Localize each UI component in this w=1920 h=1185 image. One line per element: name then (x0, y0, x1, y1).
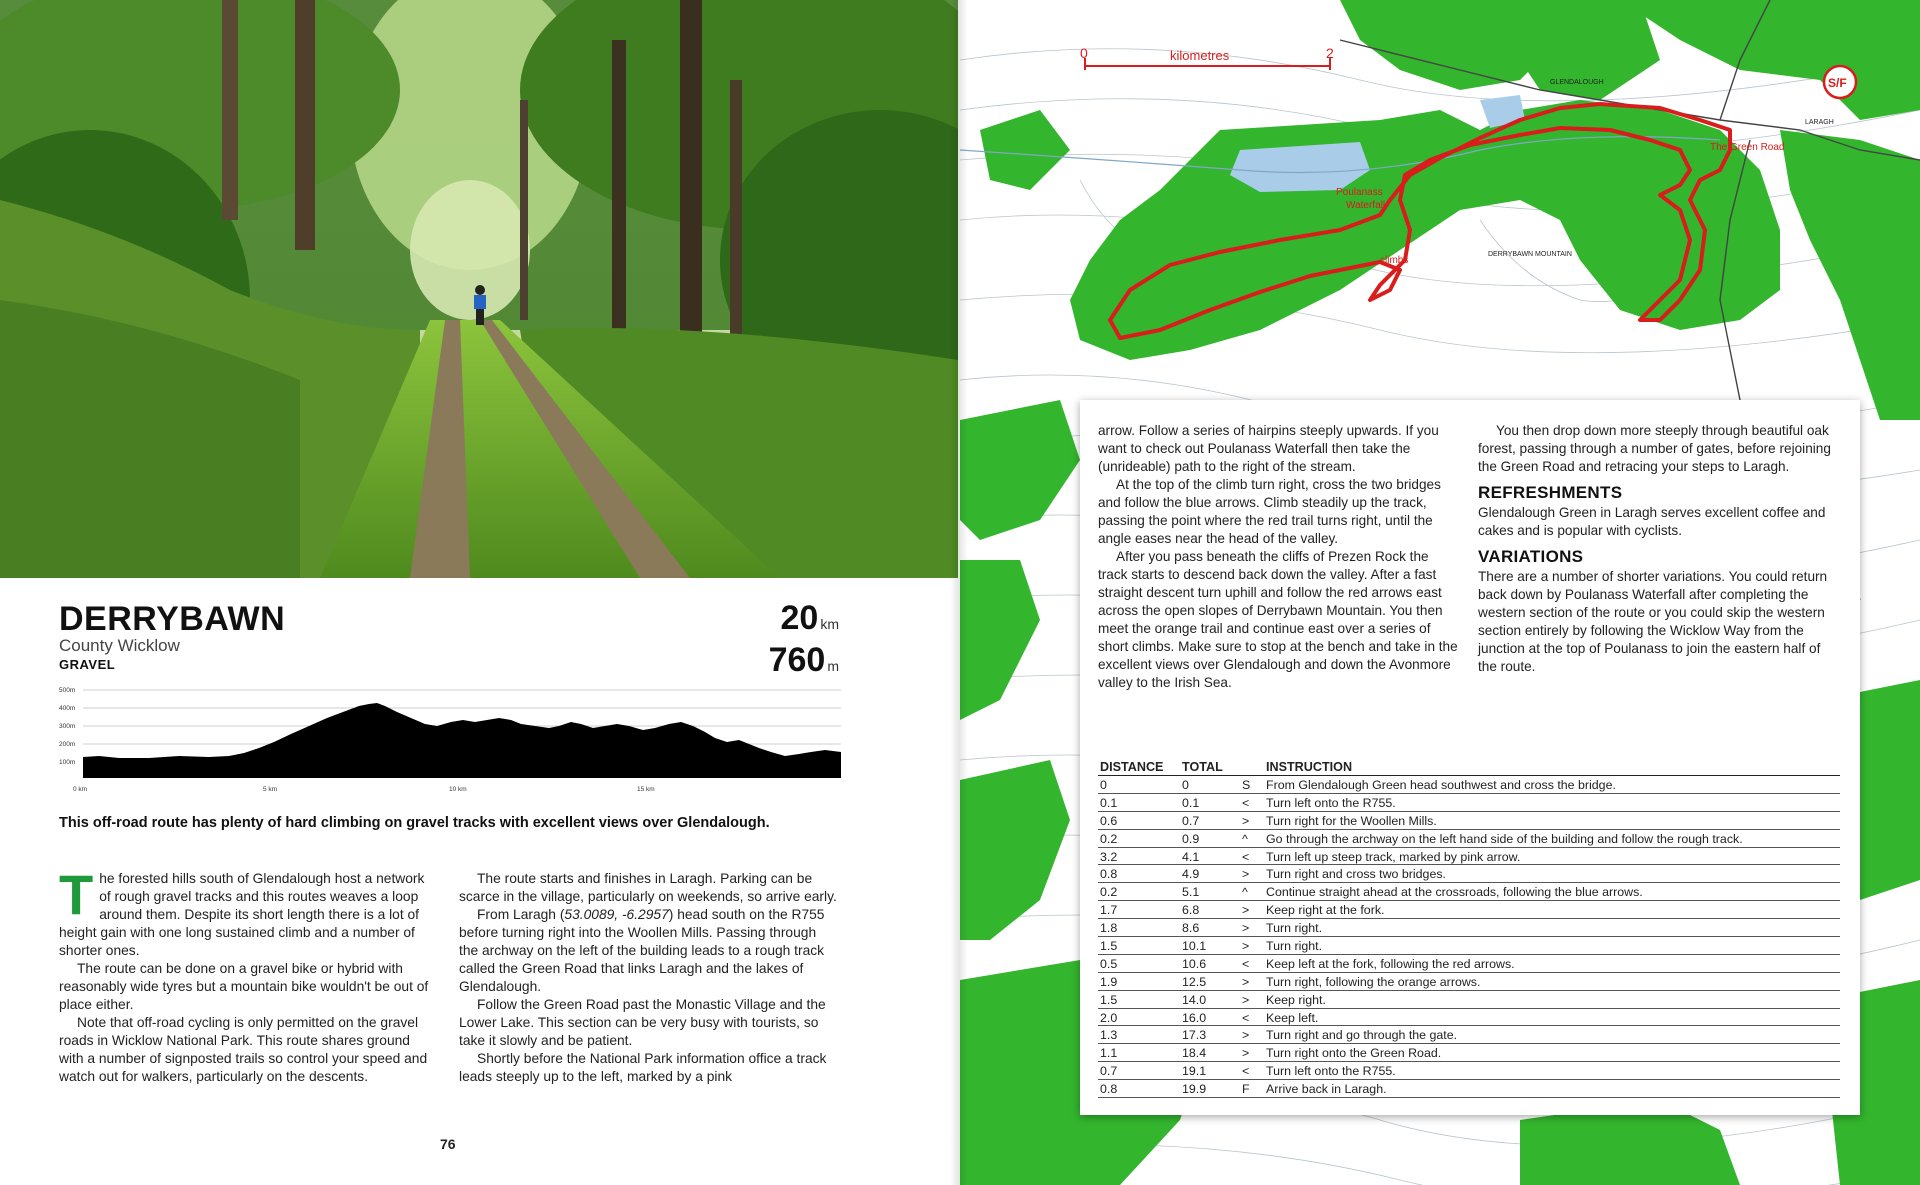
cell-direction: > (1240, 972, 1264, 990)
table-row (1098, 883, 1840, 901)
paragraph-text: ) head south on the R755 before turning right into the Woollen Mills. Passing through the archway on the left of the building leads to a rough track called the Green Road that links Laragh and the lakes of Glendalough. (459, 907, 825, 994)
distance-stat (769, 600, 839, 642)
paragraph: There are a number of shorter variations. You could return back down by Poulanass Waterfall after completing the western section of the route or you could skip the western section entirely by following the Wicklow Way from the junction at the top of Poulanass to join the eastern half of the route. (1478, 569, 1828, 674)
paragraph (459, 906, 837, 996)
cell-distance: 1.5 (1098, 990, 1180, 1008)
paragraph: arrow. Follow a series of hairpins steeply upwards. If you want to check out Poulanass Waterfall then take the (unrideable) path to the right of the stream. (1098, 423, 1439, 474)
forest-photo-illustration (0, 0, 958, 578)
cell-instruction: Keep left at the fork, following the red arrows. (1264, 954, 1840, 972)
cell-distance: 0.6 (1098, 811, 1180, 829)
cell-distance: 1.7 (1098, 901, 1180, 919)
cell-instruction: Turn right. (1264, 937, 1840, 955)
elevation-profile-graphic (59, 682, 841, 792)
table-row (1098, 847, 1840, 865)
table-row (1098, 1008, 1840, 1026)
cell-instruction: Turn right and cross two bridges. (1264, 865, 1840, 883)
cell-direction: F (1240, 1080, 1264, 1098)
column-header-instruction: INSTRUCTION (1264, 758, 1840, 776)
cell-total: 5.1 (1180, 883, 1240, 901)
cell-distance: 0.1 (1098, 793, 1180, 811)
table-row (1098, 1026, 1840, 1044)
table-row (1098, 1062, 1840, 1080)
x-tick-label: 10 km (449, 786, 467, 792)
cell-distance: 0.2 (1098, 829, 1180, 847)
table-row (1098, 937, 1840, 955)
column-header-distance: DISTANCE (1098, 758, 1180, 776)
cell-instruction: Keep right at the fork. (1264, 901, 1840, 919)
column-header-direction (1240, 758, 1264, 776)
cell-instruction: Turn left onto the R755. (1264, 793, 1840, 811)
cell-direction: < (1240, 1008, 1264, 1026)
cell-distance: 1.3 (1098, 1026, 1180, 1044)
cell-direction: < (1240, 793, 1264, 811)
cell-total: 10.6 (1180, 954, 1240, 972)
cell-distance: 0.5 (1098, 954, 1180, 972)
map-label-poulanass: Poulanass (1336, 187, 1383, 198)
table-row (1098, 811, 1840, 829)
cell-total: 19.9 (1180, 1080, 1240, 1098)
cell-direction: S (1240, 776, 1264, 794)
cell-instruction: Arrive back in Laragh. (1264, 1080, 1840, 1098)
cell-direction: > (1240, 990, 1264, 1008)
cell-direction: < (1240, 847, 1264, 865)
page-gutter (950, 0, 968, 1185)
paragraph: The route starts and finishes in Laragh. Parking can be scarce in the village, particularly on weekends, so arrive early. (459, 871, 837, 904)
cell-distance: 1.5 (1098, 937, 1180, 955)
cell-distance: 0.7 (1098, 1062, 1180, 1080)
cell-direction: ^ (1240, 829, 1264, 847)
cell-direction: > (1240, 811, 1264, 829)
body-column-1 (59, 863, 437, 1086)
y-tick-label: 400m (59, 705, 76, 712)
variations-heading: VARIATIONS (1478, 547, 1584, 566)
ascent-unit: m (827, 658, 839, 674)
paragraph-text: From Laragh ( (477, 907, 565, 922)
scale-end-label: 2 (1326, 45, 1334, 61)
table-row (1098, 990, 1840, 1008)
paragraph: You then drop down more steeply through beautiful oak forest, passing through a number of gates, before rejoining the Green Road and retracing your steps to Laragh. (1478, 423, 1831, 474)
elevation-silhouette (83, 703, 841, 778)
cell-total: 0.7 (1180, 811, 1240, 829)
start-finish-marker (1824, 66, 1856, 100)
cell-direction: > (1240, 919, 1264, 937)
cell-total: 0 (1180, 776, 1240, 794)
cell-direction: > (1240, 1044, 1264, 1062)
map-label-green-road: The Green Road (1710, 142, 1785, 153)
cell-distance: 1.9 (1098, 972, 1180, 990)
cell-direction: > (1240, 901, 1264, 919)
cell-total: 0.9 (1180, 829, 1240, 847)
county-label: County Wicklow (59, 636, 180, 655)
cell-direction: > (1240, 1026, 1264, 1044)
cell-distance: 0.8 (1098, 865, 1180, 883)
cell-distance: 2.0 (1098, 1008, 1180, 1026)
cell-instruction: From Glendalough Green head southwest and cross the bridge. (1264, 776, 1840, 794)
paragraph: Glendalough Green in Laragh serves excellent coffee and cakes and is popular with cyclists. (1478, 505, 1826, 538)
y-tick-label: 100m (59, 759, 76, 766)
ascent-stat (769, 642, 839, 684)
place-label-derrybawn-mountain: DERRYBAWN MOUNTAIN (1488, 251, 1572, 258)
card-column-1 (1098, 422, 1458, 692)
column-header-total: TOTAL (1180, 758, 1240, 776)
cell-total: 12.5 (1180, 972, 1240, 990)
cell-instruction: Turn right, following the orange arrows. (1264, 972, 1840, 990)
refreshments-heading: REFRESHMENTS (1478, 483, 1623, 502)
table-row (1098, 954, 1840, 972)
paragraph: At the top of the climb turn right, cross the two bridges and follow the blue arrows. Climb steadily up the track, passing the point where the red trail turns right, until the angle eases near the head of the valley. (1098, 477, 1441, 546)
map-label-waterfall: Waterfall (1346, 200, 1386, 211)
cell-instruction: Keep right. (1264, 990, 1840, 1008)
x-tick-label: 0 km (73, 786, 88, 792)
directions-table (1098, 758, 1840, 1098)
place-label-laragh: LARAGH (1805, 119, 1834, 126)
drop-cap: T (59, 863, 94, 926)
paragraph-text: he forested hills south of Glendalough host a network of rough gravel tracks and this routes weaves a loop around them. Despite its short length there is a lot of height gain with one long sustained climb and a number of shorter ones. (59, 871, 425, 958)
cell-instruction: Turn right for the Woollen Mills. (1264, 811, 1840, 829)
cell-direction: > (1240, 865, 1264, 883)
body-column-2 (459, 870, 837, 1086)
table-row (1098, 865, 1840, 883)
cell-instruction: Turn left up steep track, marked by pink arrow. (1264, 847, 1840, 865)
cell-total: 8.6 (1180, 919, 1240, 937)
cell-distance: 1.1 (1098, 1044, 1180, 1062)
cell-direction: ^ (1240, 883, 1264, 901)
cell-distance: 0.8 (1098, 1080, 1180, 1098)
table-row (1098, 1080, 1840, 1098)
cell-distance: 3.2 (1098, 847, 1180, 865)
cell-direction: > (1240, 937, 1264, 955)
cell-instruction: Go through the archway on the left hand side of the building and follow the rough track. (1264, 829, 1840, 847)
table-row (1098, 793, 1840, 811)
cell-total: 4.9 (1180, 865, 1240, 883)
surface-label: GRAVEL (59, 657, 116, 672)
scale-start-label: 0 (1080, 45, 1088, 61)
y-tick-label: 200m (59, 741, 76, 748)
cell-instruction: Turn right and go through the gate. (1264, 1026, 1840, 1044)
cell-instruction: Keep left. (1264, 1008, 1840, 1026)
cell-instruction: Turn right onto the Green Road. (1264, 1044, 1840, 1062)
table-row (1098, 919, 1840, 937)
cell-total: 4.1 (1180, 847, 1240, 865)
cell-distance: 0 (1098, 776, 1180, 794)
start-coordinates: 53.0089, -6.2957 (564, 907, 669, 922)
card-column-2 (1478, 422, 1838, 676)
scale-unit-label: kilometres (1170, 48, 1230, 63)
cell-total: 18.4 (1180, 1044, 1240, 1062)
x-tick-label: 15 km (637, 786, 655, 792)
y-tick-label: 500m (59, 687, 76, 694)
paragraph: Note that off-road cycling is only permitted on the gravel roads in Wicklow National Park. This route shares ground with a number of signposted trails so control your speed and watch out for walkers, particularly on the descents. (59, 1015, 428, 1084)
table-row (1098, 972, 1840, 990)
cell-direction: < (1240, 1062, 1264, 1080)
place-label-glendalough: GLENDALOUGH (1550, 79, 1604, 86)
route-header (59, 600, 839, 680)
cell-direction: < (1240, 954, 1264, 972)
table-row (1098, 829, 1840, 847)
left-page (0, 0, 958, 1185)
table-row (1098, 1044, 1840, 1062)
paragraph: After you pass beneath the cliffs of Prezen Rock the track starts to descend back down the valley. After a fast straight descent turn uphill and follow the red arrows east across the open slopes of Derrybawn Mountain. You then meet the orange trail and continue east over a series of short climbs. Make sure to stop at the bench and take in the excellent views over Glendalough and down the Avonmore valley to the Irish Sea. (1098, 549, 1458, 690)
cell-instruction: Turn left onto the R755. (1264, 1062, 1840, 1080)
cell-total: 6.8 (1180, 901, 1240, 919)
page-number: 76 (440, 1136, 456, 1152)
text-card (1080, 400, 1860, 1115)
cell-instruction: Turn right. (1264, 919, 1840, 937)
paragraph: Shortly before the National Park information office a track leads steeply up to the left, marked by a pink (459, 1051, 827, 1084)
y-tick-label: 300m (59, 723, 76, 730)
table-row (1098, 901, 1840, 919)
ascent-value: 760 (768, 641, 826, 679)
paragraph (59, 863, 437, 960)
cell-instruction: Continue straight ahead at the crossroads, following the blue arrows. (1264, 883, 1840, 901)
forest-track-photo (0, 0, 958, 578)
intro-text: This off-road route has plenty of hard climbing on gravel tracks with excellent views over Glendalough. (59, 815, 770, 831)
paragraph: The route can be done on a gravel bike or hybrid with reasonably wide tyres but a mountain bike wouldn't be out of place either. (59, 961, 429, 1012)
table-row (1098, 776, 1840, 794)
route-title: DERRYBAWN (59, 600, 286, 638)
cell-distance: 1.8 (1098, 919, 1180, 937)
cell-distance: 0.2 (1098, 883, 1180, 901)
start-finish-label: S/F (1828, 76, 1847, 90)
cell-total: 0.1 (1180, 793, 1240, 811)
cell-total: 17.3 (1180, 1026, 1240, 1044)
cell-total: 10.1 (1180, 937, 1240, 955)
paragraph: Follow the Green Road past the Monastic Village and the Lower Lake. This section can be very busy with tourists, so take it slowly and be patient. (459, 997, 826, 1048)
table-header-row (1098, 758, 1840, 776)
cell-total: 14.0 (1180, 990, 1240, 1008)
elevation-profile (59, 682, 841, 792)
cell-total: 19.1 (1180, 1062, 1240, 1080)
x-tick-label: 5 km (263, 786, 278, 792)
distance-unit: km (820, 616, 839, 632)
distance-value: 20 (780, 599, 819, 637)
route-stats (769, 600, 839, 684)
cell-total: 16.0 (1180, 1008, 1240, 1026)
map-label-climbs: climbs (1380, 255, 1409, 266)
